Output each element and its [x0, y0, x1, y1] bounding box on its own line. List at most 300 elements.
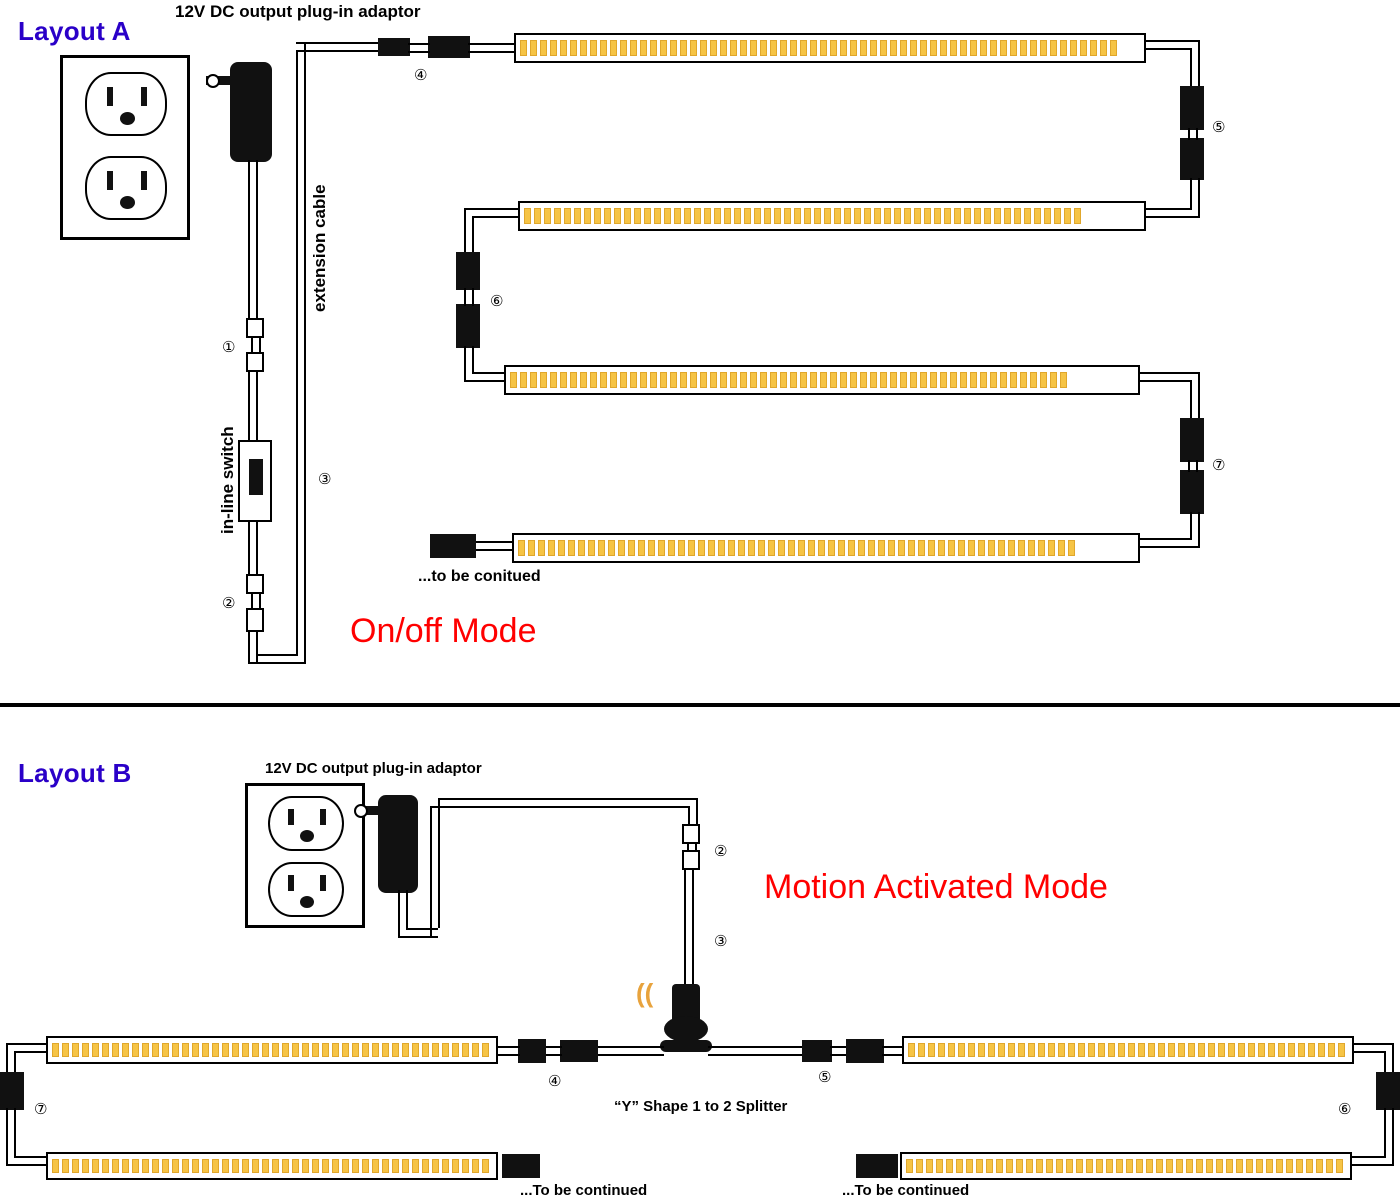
- led-dot: [1056, 1159, 1063, 1174]
- led-dot: [940, 372, 947, 388]
- led-dot: [520, 372, 527, 388]
- led-strip-a-3: [504, 365, 1140, 395]
- led-dot: [342, 1043, 349, 1058]
- led-dot: [928, 1043, 935, 1058]
- callout-a-1: ①: [222, 338, 236, 356]
- power-adaptor-a: [230, 62, 272, 162]
- led-dot: [82, 1043, 89, 1058]
- connector-a-end: [430, 534, 476, 558]
- led-dot: [528, 540, 535, 556]
- wire-b-down-1: [398, 890, 400, 938]
- led-dot: [890, 372, 897, 388]
- wire-b-r2: [1352, 1164, 1394, 1166]
- led-dot: [900, 372, 907, 388]
- led-strip-a-2-leds: [524, 208, 1140, 224]
- led-dot: [1128, 1043, 1135, 1058]
- led-dot: [62, 1043, 69, 1058]
- led-strip-b-4-leds: [906, 1159, 1346, 1174]
- led-dot: [332, 1043, 339, 1058]
- wire-a-r4v: [1190, 512, 1192, 540]
- led-dot: [918, 1043, 925, 1058]
- led-dot: [372, 1043, 379, 1058]
- led-dot: [1068, 540, 1075, 556]
- led-dot: [976, 1159, 983, 1174]
- led-dot: [232, 1043, 239, 1058]
- wire-a-adaptor-down-2: [256, 160, 258, 322]
- led-dot: [422, 1159, 429, 1174]
- led-strip-b-1: [46, 1036, 498, 1064]
- led-dot: [162, 1043, 169, 1058]
- led-dot: [804, 208, 811, 224]
- connector-a-4-b: [428, 36, 470, 58]
- wire-a-r4b: [1140, 546, 1200, 548]
- led-dot: [680, 372, 687, 388]
- led-dot: [272, 1159, 279, 1174]
- led-dot: [710, 40, 717, 56]
- led-dot: [222, 1043, 229, 1058]
- led-dot: [898, 540, 905, 556]
- led-dot: [750, 40, 757, 56]
- led-dot: [442, 1043, 449, 1058]
- led-dot: [720, 372, 727, 388]
- wire-a-bottom-2: [256, 630, 258, 664]
- wire-a-conn6-join2: [472, 288, 474, 306]
- wire-a-conn6-join: [464, 288, 466, 306]
- wire-b-conn2-join2: [695, 842, 697, 852]
- led-dot: [824, 208, 831, 224]
- led-dot: [462, 1159, 469, 1174]
- led-dot: [1016, 1159, 1023, 1174]
- led-dot: [830, 40, 837, 56]
- callout-b-2: ②: [714, 842, 728, 860]
- connector-b-2-female: [682, 850, 700, 870]
- wire-a-r3v: [1198, 372, 1200, 420]
- callout-a-2: ②: [222, 594, 236, 612]
- led-dot: [1136, 1159, 1143, 1174]
- connector-b-right-end: [856, 1154, 898, 1178]
- wire-b-to-strip-left-2: [496, 1054, 520, 1056]
- connector-b-2-male: [682, 824, 700, 844]
- led-dot: [1126, 1159, 1133, 1174]
- led-dot: [800, 40, 807, 56]
- wire-b-to-strip-right-2: [882, 1054, 904, 1056]
- led-dot: [312, 1159, 319, 1174]
- wire-b-l2: [6, 1164, 48, 1166]
- led-dot: [530, 40, 537, 56]
- led-dot: [534, 208, 541, 224]
- led-dot: [1066, 1159, 1073, 1174]
- led-dot: [1040, 372, 1047, 388]
- led-dot: [624, 208, 631, 224]
- led-dot: [524, 208, 531, 224]
- led-dot: [558, 540, 565, 556]
- led-dot: [252, 1043, 259, 1058]
- led-dot: [1088, 1043, 1095, 1058]
- led-dot: [1038, 1043, 1045, 1058]
- wire-a-r2v: [1190, 178, 1192, 210]
- led-dot: [1034, 208, 1041, 224]
- led-dot: [202, 1043, 209, 1058]
- wall-outlet-b: [245, 783, 365, 928]
- led-dot: [1050, 372, 1057, 388]
- led-dot: [1106, 1159, 1113, 1174]
- led-dot: [700, 40, 707, 56]
- led-dot: [780, 40, 787, 56]
- wire-b-split-right-2: [708, 1054, 804, 1056]
- led-dot: [382, 1043, 389, 1058]
- led-dot: [844, 208, 851, 224]
- led-dot: [302, 1159, 309, 1174]
- led-dot: [828, 540, 835, 556]
- led-dot: [312, 1043, 319, 1058]
- wire-a-conn2-join-2: [259, 592, 261, 610]
- led-dot: [1266, 1159, 1273, 1174]
- led-dot: [1024, 208, 1031, 224]
- led-dot: [580, 372, 587, 388]
- led-dot: [1074, 208, 1081, 224]
- led-dot: [708, 540, 715, 556]
- connector-b-4-b: [560, 1040, 598, 1062]
- led-dot: [1216, 1159, 1223, 1174]
- led-dot: [1020, 372, 1027, 388]
- wire-b-to-sensor-2: [692, 868, 694, 988]
- led-dot: [1068, 1043, 1075, 1058]
- led-dot: [172, 1043, 179, 1058]
- wire-b-split-left-2: [598, 1054, 664, 1056]
- layout-b-mode-title: Motion Activated Mode: [764, 868, 1108, 906]
- led-dot: [262, 1043, 269, 1058]
- led-dot: [1228, 1043, 1235, 1058]
- led-dot: [870, 40, 877, 56]
- led-dot: [212, 1043, 219, 1058]
- led-dot: [920, 372, 927, 388]
- led-dot: [132, 1159, 139, 1174]
- connector-a-1-male: [246, 318, 264, 338]
- led-dot: [1276, 1159, 1283, 1174]
- led-dot: [674, 208, 681, 224]
- motion-wave-icon: ((: [636, 978, 654, 1008]
- led-dot: [202, 1159, 209, 1174]
- led-strip-a-4: [512, 533, 1140, 563]
- led-dot: [402, 1159, 409, 1174]
- led-dot: [574, 208, 581, 224]
- led-dot: [1296, 1159, 1303, 1174]
- wire-a-below-switch-2: [256, 520, 258, 578]
- wire-b-loop-h1: [398, 936, 438, 938]
- motion-sensor-dome: [664, 1016, 708, 1042]
- led-dot: [540, 40, 547, 56]
- led-dot: [810, 372, 817, 388]
- wire-b-down-2: [406, 890, 408, 930]
- wire-a-bottom-1: [248, 630, 250, 664]
- led-dot: [1246, 1159, 1253, 1174]
- led-dot: [192, 1159, 199, 1174]
- led-dot: [1086, 1159, 1093, 1174]
- connector-b-7: [0, 1072, 24, 1110]
- wire-a-to-switch-2: [256, 370, 258, 444]
- led-dot: [784, 208, 791, 224]
- led-dot: [362, 1043, 369, 1058]
- led-dot: [958, 540, 965, 556]
- led-dot: [570, 372, 577, 388]
- led-strip-b-2-leds: [52, 1159, 492, 1174]
- wire-a-r2v2: [1198, 178, 1200, 218]
- led-dot: [102, 1159, 109, 1174]
- extension-cable-label: extension cable: [310, 184, 329, 312]
- led-dot: [834, 208, 841, 224]
- led-strip-b-2: [46, 1152, 498, 1180]
- led-dot: [1326, 1159, 1333, 1174]
- led-dot: [964, 208, 971, 224]
- wire-b-l1: [6, 1043, 48, 1045]
- led-dot: [910, 372, 917, 388]
- led-dot: [1308, 1043, 1315, 1058]
- led-dot: [1338, 1043, 1345, 1058]
- led-dot: [544, 208, 551, 224]
- led-dot: [768, 540, 775, 556]
- led-dot: [986, 1159, 993, 1174]
- led-dot: [790, 372, 797, 388]
- led-dot: [800, 372, 807, 388]
- wire-a-r1b: [1144, 48, 1192, 50]
- led-strip-b-1-leds: [52, 1043, 492, 1058]
- led-dot: [548, 540, 555, 556]
- led-dot: [818, 540, 825, 556]
- led-dot: [520, 40, 527, 56]
- connector-a-6-b: [456, 304, 480, 348]
- wire-b-conn2-join: [687, 842, 689, 852]
- connector-a-6-a: [456, 252, 480, 290]
- led-dot: [688, 540, 695, 556]
- wire-a-r3b: [1138, 380, 1192, 382]
- led-dot: [222, 1159, 229, 1174]
- wire-b-r1b: [1352, 1051, 1386, 1053]
- led-dot: [958, 1043, 965, 1058]
- led-dot: [232, 1159, 239, 1174]
- led-dot: [754, 208, 761, 224]
- layout-b-adaptor-label: 12V DC output plug-in adaptor: [265, 760, 482, 777]
- wire-a-below-switch-1: [248, 520, 250, 578]
- wire-a-conn7-join2: [1196, 460, 1198, 472]
- led-dot: [122, 1043, 129, 1058]
- led-dot: [352, 1159, 359, 1174]
- led-dot: [550, 40, 557, 56]
- led-dot: [1316, 1159, 1323, 1174]
- callout-b-3: ③: [714, 932, 728, 950]
- led-dot: [908, 540, 915, 556]
- led-dot: [122, 1159, 129, 1174]
- connector-a-5-a: [1180, 86, 1204, 130]
- led-dot: [1166, 1159, 1173, 1174]
- led-dot: [1258, 1043, 1265, 1058]
- led-dot: [1110, 40, 1117, 56]
- led-dot: [864, 208, 871, 224]
- led-dot: [788, 540, 795, 556]
- led-strip-b-4: [900, 1152, 1352, 1180]
- led-dot: [452, 1159, 459, 1174]
- wire-a-conn4-join2: [408, 51, 430, 53]
- led-dot: [1020, 40, 1027, 56]
- led-dot: [990, 372, 997, 388]
- led-dot: [1256, 1159, 1263, 1174]
- led-dot: [598, 540, 605, 556]
- led-dot: [850, 372, 857, 388]
- adaptor-a-prong-dot: [206, 74, 220, 88]
- led-dot: [1030, 40, 1037, 56]
- wire-a-r4v2: [1198, 512, 1200, 548]
- led-dot: [744, 208, 751, 224]
- led-dot: [564, 208, 571, 224]
- splitter-label: “Y” Shape 1 to 2 Splitter: [614, 1098, 788, 1115]
- led-dot: [984, 208, 991, 224]
- led-dot: [764, 208, 771, 224]
- led-dot: [888, 540, 895, 556]
- led-dot: [1336, 1159, 1343, 1174]
- led-dot: [758, 540, 765, 556]
- led-dot: [1176, 1159, 1183, 1174]
- led-dot: [282, 1159, 289, 1174]
- led-dot: [938, 1043, 945, 1058]
- led-dot: [560, 372, 567, 388]
- wire-a-bottom-h2: [256, 654, 296, 656]
- layout-b-continued-right: ...To be continued: [842, 1182, 970, 1199]
- extension-cable-line-1: [296, 50, 298, 656]
- wire-b-l1b: [14, 1051, 48, 1053]
- led-dot: [560, 40, 567, 56]
- led-dot: [362, 1159, 369, 1174]
- layout-a-title: Layout A: [18, 16, 131, 46]
- wire-a-r4: [1140, 538, 1192, 540]
- led-dot: [252, 1159, 259, 1174]
- led-dot: [814, 208, 821, 224]
- led-dot: [966, 1159, 973, 1174]
- led-dot: [1278, 1043, 1285, 1058]
- led-dot: [282, 1043, 289, 1058]
- led-dot: [392, 1043, 399, 1058]
- wire-b-up-1: [430, 806, 432, 938]
- power-adaptor-b: [378, 795, 418, 893]
- wire-a-l2v: [464, 346, 466, 382]
- led-dot: [698, 540, 705, 556]
- led-dot: [102, 1043, 109, 1058]
- wire-b-r2b: [1352, 1156, 1386, 1158]
- led-dot: [956, 1159, 963, 1174]
- wire-a-l4b: [474, 549, 514, 551]
- led-dot: [1014, 208, 1021, 224]
- led-dot: [584, 208, 591, 224]
- led-dot: [550, 372, 557, 388]
- led-dot: [1208, 1043, 1215, 1058]
- led-dot: [610, 40, 617, 56]
- wire-b-top-h2: [438, 798, 698, 800]
- led-dot: [540, 372, 547, 388]
- led-dot: [960, 40, 967, 56]
- led-dot: [970, 372, 977, 388]
- led-dot: [142, 1159, 149, 1174]
- y-splitter: [660, 1040, 712, 1052]
- led-dot: [900, 40, 907, 56]
- wire-a-top-h1: [296, 42, 384, 44]
- led-dot: [62, 1159, 69, 1174]
- led-dot: [1096, 1159, 1103, 1174]
- led-dot: [638, 540, 645, 556]
- led-dot: [1026, 1159, 1033, 1174]
- led-dot: [1060, 372, 1067, 388]
- led-dot: [980, 372, 987, 388]
- led-dot: [570, 40, 577, 56]
- wire-a-conn2-join: [251, 592, 253, 610]
- led-dot: [924, 208, 931, 224]
- callout-b-6: ⑥: [1338, 1100, 1352, 1118]
- connector-a-7-b: [1180, 470, 1204, 514]
- led-dot: [1090, 40, 1097, 56]
- led-dot: [894, 208, 901, 224]
- led-dot: [452, 1043, 459, 1058]
- led-dot: [1158, 1043, 1165, 1058]
- led-dot: [948, 1043, 955, 1058]
- led-dot: [690, 40, 697, 56]
- wire-b-r1: [1352, 1043, 1394, 1045]
- led-dot: [810, 40, 817, 56]
- led-dot: [670, 40, 677, 56]
- led-dot: [978, 1043, 985, 1058]
- connector-b-left-end: [502, 1154, 540, 1178]
- led-dot: [820, 40, 827, 56]
- led-dot: [720, 40, 727, 56]
- led-dot: [1038, 540, 1045, 556]
- led-dot: [630, 40, 637, 56]
- led-dot: [52, 1159, 59, 1174]
- led-dot: [748, 540, 755, 556]
- connector-a-4-a: [378, 38, 410, 56]
- led-dot: [604, 208, 611, 224]
- led-dot: [920, 40, 927, 56]
- wire-b-conn4-join2: [544, 1054, 562, 1056]
- wire-a-conn1-join-2: [259, 336, 261, 354]
- inline-switch-a[interactable]: [238, 440, 272, 522]
- led-dot: [628, 540, 635, 556]
- led-dot: [422, 1043, 429, 1058]
- led-dot: [684, 208, 691, 224]
- led-dot: [990, 40, 997, 56]
- led-dot: [1018, 540, 1025, 556]
- led-strip-a-1: [514, 33, 1146, 63]
- led-dot: [670, 372, 677, 388]
- led-strip-b-3: [902, 1036, 1354, 1064]
- led-dot: [770, 40, 777, 56]
- led-dot: [996, 1159, 1003, 1174]
- led-dot: [292, 1159, 299, 1174]
- led-dot: [934, 208, 941, 224]
- connector-a-2-female: [246, 608, 264, 632]
- connector-a-7-a: [1180, 418, 1204, 462]
- led-dot: [1116, 1159, 1123, 1174]
- led-dot: [770, 372, 777, 388]
- led-dot: [432, 1043, 439, 1058]
- led-dot: [910, 40, 917, 56]
- connector-b-4-a: [518, 1039, 546, 1063]
- led-dot: [1098, 1043, 1105, 1058]
- led-dot: [954, 208, 961, 224]
- led-dot: [442, 1159, 449, 1174]
- led-dot: [970, 40, 977, 56]
- callout-a-7: ⑦: [1212, 456, 1226, 474]
- led-dot: [482, 1043, 489, 1058]
- led-dot: [322, 1159, 329, 1174]
- led-dot: [1048, 540, 1055, 556]
- led-dot: [1050, 40, 1057, 56]
- layout-a-continued-label: ...to be conitued: [418, 568, 541, 585]
